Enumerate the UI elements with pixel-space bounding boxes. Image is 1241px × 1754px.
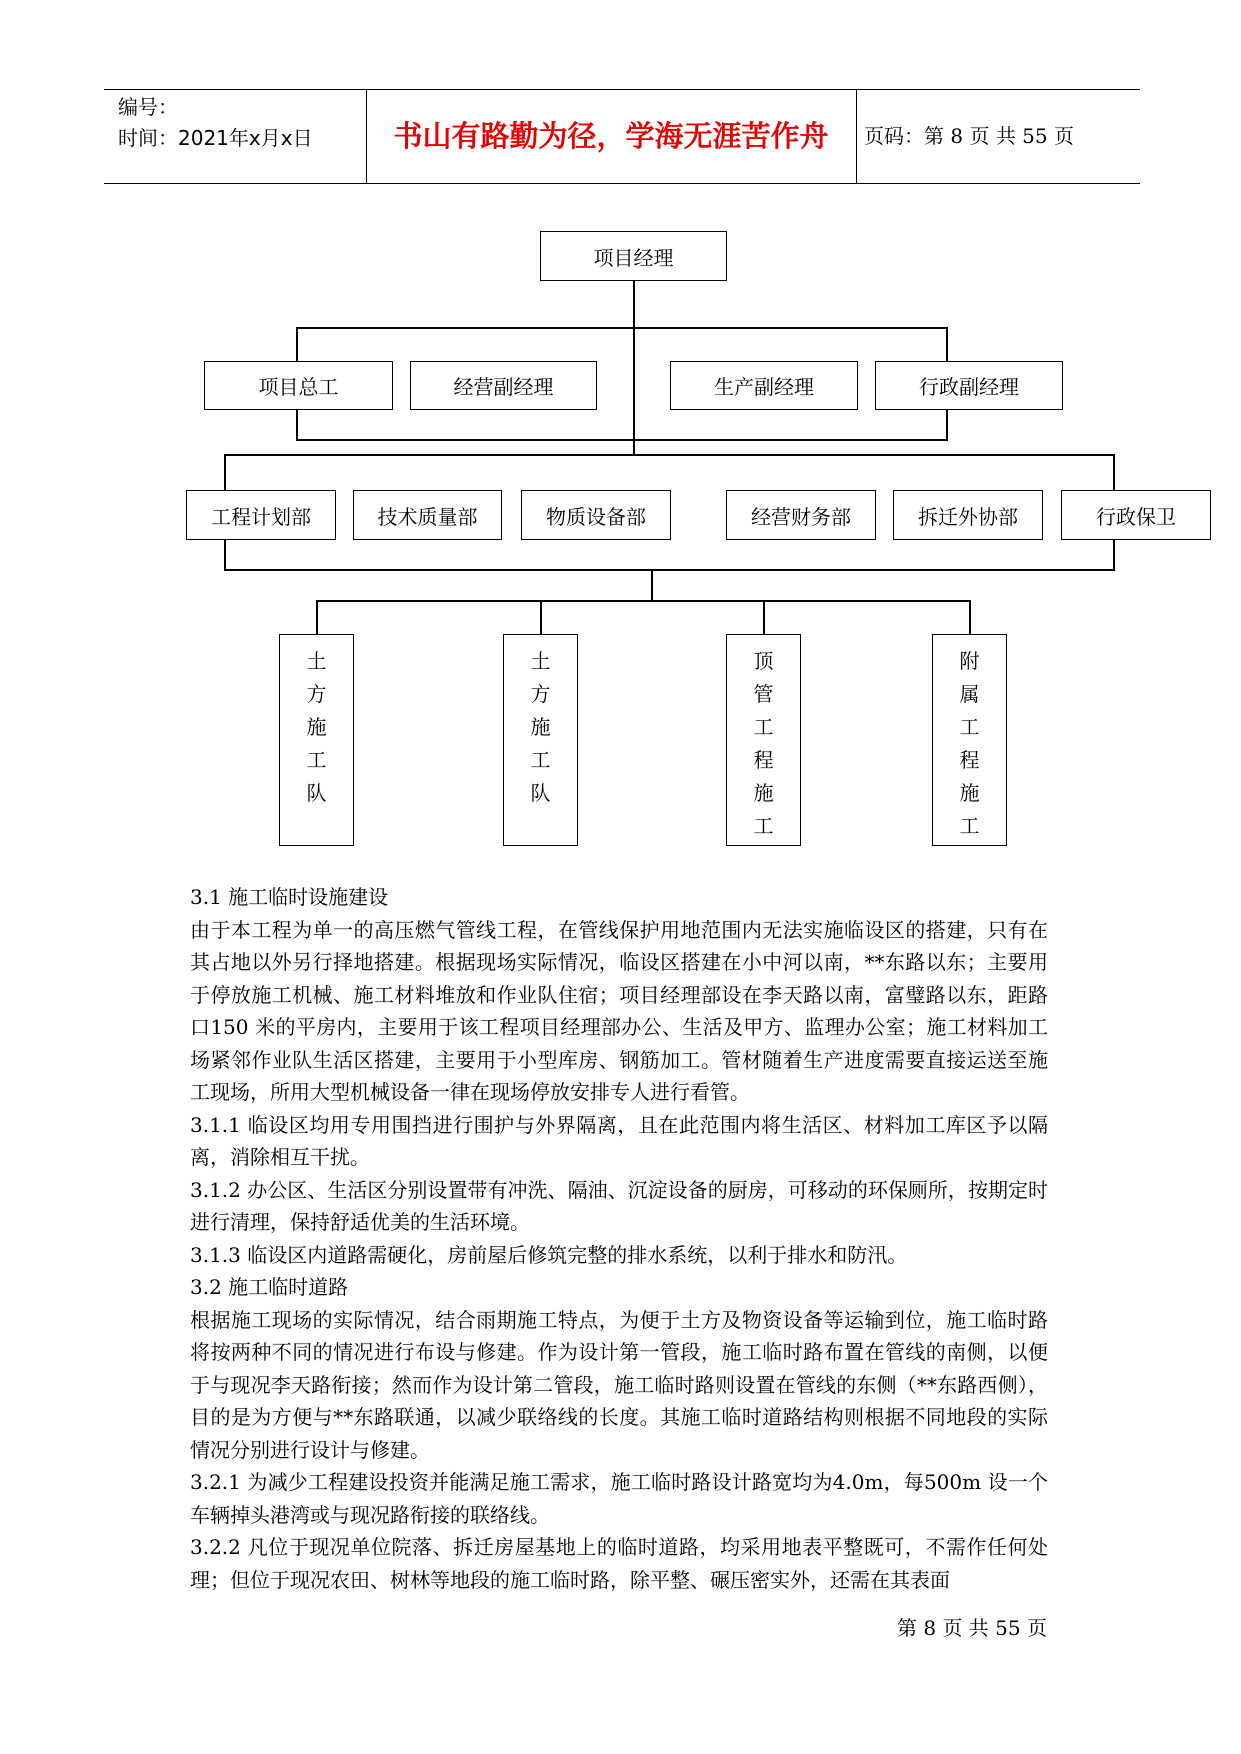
team-char: 工 <box>306 748 327 772</box>
org-node-department: 行政保卫 <box>1061 490 1211 540</box>
connector-line <box>224 538 226 570</box>
connector-line <box>224 454 226 490</box>
team-char: 队 <box>530 781 551 805</box>
section-heading: 3.2 施工临时道路 <box>190 1275 349 1299</box>
time-label: 时间：2021年x月x日 <box>118 126 313 150</box>
org-node-deputy: 行政副经理 <box>875 361 1063 410</box>
team-char: 施 <box>753 781 774 805</box>
team-char: 土 <box>306 649 327 673</box>
org-node-team <box>932 634 1007 846</box>
paragraph: 根据施工现场的实际情况，结合雨期施工特点，为便于土方及物资设备等运输到位，施工临时路将按两种不同的情况进行布设与修建。作为设计第一管段，施工临时路布置在管线的南侧，以便于与现况李天路衔接；然而作为设计第二管段，施工临时路则设置在管线的东侧（**东路西侧），目的是为方便与**东路联通，以减少联络线的长度。其施工临时道路结构则根据不同地段的实际情况分别进行设计与修建。 <box>190 1307 1048 1462</box>
org-node-manager: 项目经理 <box>540 231 727 281</box>
connector-line <box>296 439 948 441</box>
org-node-team <box>726 634 801 846</box>
header-divider <box>856 90 857 183</box>
team-char: 土 <box>530 649 551 673</box>
paragraph: 3.2.1 为减少工程建设投资并能满足施工需求，施工临时路设计路宽均为4.0m，每500m 设一个车辆掉头港湾或与现况路衔接的联络线。 <box>190 1470 1048 1527</box>
connector-line <box>651 569 653 601</box>
team-char: 队 <box>306 781 327 805</box>
section-heading: 3.1 施工临时设施建设 <box>190 885 389 909</box>
connector-line <box>946 408 948 440</box>
team-char: 施 <box>959 781 980 805</box>
team-char: 工 <box>530 748 551 772</box>
team-char: 管 <box>753 682 774 706</box>
team-char: 施 <box>530 715 551 739</box>
team-char: 方 <box>530 682 551 706</box>
connector-line <box>763 600 765 634</box>
paragraph: 3.1.1 临设区均用专用围挡进行围护与外界隔离，且在此范围内将生活区、材料加工库区予以隔离，消除相互干扰。 <box>190 1112 1048 1169</box>
connector-line <box>296 327 948 329</box>
org-node-deputy: 生产副经理 <box>670 361 858 410</box>
connector-line <box>296 408 298 440</box>
org-node-department: 拆迁外协部 <box>893 490 1043 540</box>
page-header <box>104 89 1140 184</box>
team-char: 附 <box>959 649 980 673</box>
team-char: 程 <box>959 748 980 772</box>
connector-line <box>969 600 971 634</box>
paragraph: 3.1.3 临设区内道路需硬化，房前屋后修筑完整的排水系统，以利于排水和防汛。 <box>190 1242 908 1267</box>
connector-line <box>316 600 971 602</box>
connector-line <box>1113 538 1115 570</box>
connector-line <box>224 454 1115 456</box>
number-label: 编号： <box>118 95 178 119</box>
team-char: 工 <box>959 814 980 838</box>
connector-line <box>633 279 635 456</box>
org-node-department: 技术质量部 <box>353 490 502 540</box>
org-node-department: 物质设备部 <box>521 490 671 540</box>
org-node-department: 经营财务部 <box>726 490 876 540</box>
header-motto: 书山有路勤为径，学海无涯苦作舟 <box>393 119 829 153</box>
document-body <box>190 881 1048 1596</box>
team-char: 顶 <box>753 649 774 673</box>
org-node-department: 工程计划部 <box>186 490 336 540</box>
connector-line <box>1113 454 1115 490</box>
page-footer: 第 8 页 共 55 页 <box>897 1616 1047 1640</box>
header-meta <box>118 92 313 154</box>
team-char: 工 <box>959 715 980 739</box>
org-node-team <box>503 634 578 846</box>
connector-line <box>540 600 542 634</box>
team-char: 工 <box>753 715 774 739</box>
header-page-label: 页码：第 8 页 共 55 页 <box>864 124 1074 148</box>
connector-line <box>316 600 318 634</box>
connector-line <box>224 569 1115 571</box>
paragraph: 3.2.2 凡位于现况单位院落、拆迁房屋基地上的临时道路，均采用地表平整既可，不需作任何处理；但位于现况农田、树林等地段的施工临时路，除平整、碾压密实外，还需在其表面 <box>190 1535 1048 1592</box>
org-node-team <box>279 634 354 846</box>
connector-line <box>946 327 948 361</box>
org-node-deputy: 经营副经理 <box>410 361 597 410</box>
team-char: 方 <box>306 682 327 706</box>
connector-line <box>296 327 298 361</box>
team-char: 程 <box>753 748 774 772</box>
paragraph: 由于本工程为单一的高压燃气管线工程，在管线保护用地范围内无法实施临设区的搭建，只有在其占地以外另行择地搭建。根据现场实际情况，临设区搭建在小中河以南，**东路以东；主要用于停放施工机械、施工材料堆放和作业队住宿；项目经理部设在李天路以南，富璧路以东，距路口150 米的平房内，主要用于该工程项目经理部办公、生活及甲方、监理办公室；施工材料加工场紧邻作业队生活区搭建，主要用于小型库房、钢筋加工。管材随着生产进度需要直接运送至施工现场，所用大型机械设备一律在现场停放安排专人进行看管。 <box>190 917 1048 1104</box>
team-char: 工 <box>753 814 774 838</box>
team-char: 施 <box>306 715 327 739</box>
org-node-deputy: 项目总工 <box>204 361 393 410</box>
paragraph: 3.1.2 办公区、生活区分别设置带有冲洗、隔油、沉淀设备的厨房，可移动的环保厕所，按期定时进行清理，保持舒适优美的生活环境。 <box>190 1177 1048 1234</box>
team-char: 属 <box>959 682 980 706</box>
